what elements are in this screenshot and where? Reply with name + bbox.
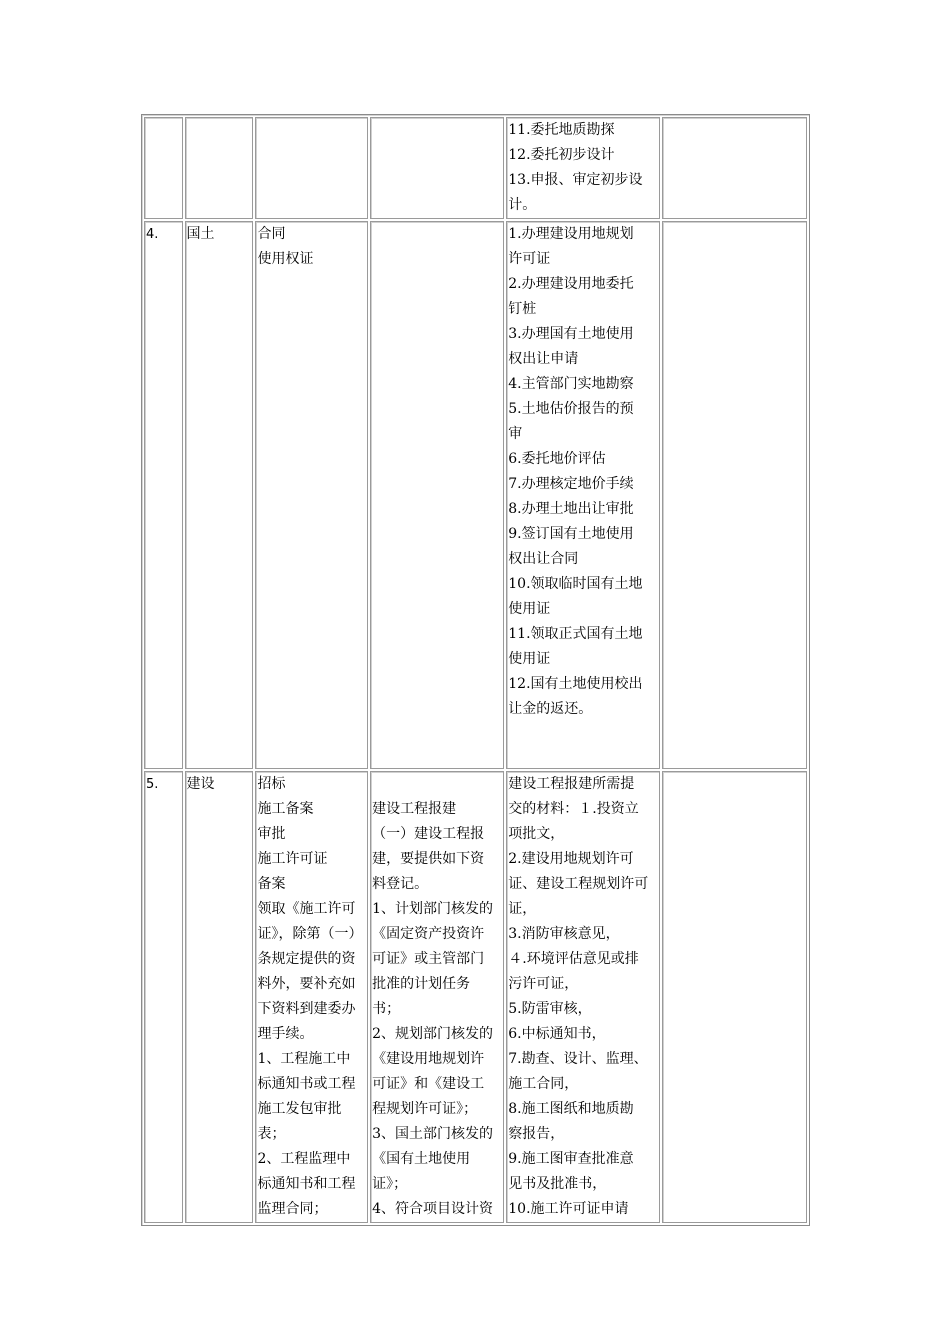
cell-line: 7.勘查、设计、监理、 xyxy=(508,1051,648,1067)
cell-line: 2、工程监理中 xyxy=(257,1151,351,1167)
cell-line: 12.国有土地使用校出 xyxy=(508,676,643,692)
approval-procedure-table xyxy=(141,114,810,1226)
cell-line: 理手续。 xyxy=(257,1026,314,1042)
cell-line: 1、工程施工中 xyxy=(257,1051,351,1067)
cell-line: 13.申报、审定初步设 xyxy=(508,172,643,188)
cell-line: 程规划许可证》； xyxy=(372,1101,478,1117)
cell-line: 标通知书或工程 xyxy=(257,1076,356,1092)
cell-line: 12.委托初步设计 xyxy=(508,147,615,163)
cell-line: 让金的返还。 xyxy=(508,701,593,717)
cell-line: 使用证 xyxy=(508,651,551,667)
cell-line: 10.施工许可证申请 xyxy=(508,1201,629,1217)
department-cell xyxy=(185,117,254,219)
report-cell xyxy=(370,771,504,1223)
cell-line: 施工备案 xyxy=(257,801,314,817)
table-row xyxy=(144,771,807,1223)
remark-cell xyxy=(662,117,807,219)
cell-line: 证， xyxy=(508,901,537,917)
cell-line: 权出让申请 xyxy=(508,351,579,367)
cell-line: 证》； xyxy=(372,1176,408,1192)
cell-line: 2.办理建设用地委托 xyxy=(508,276,634,292)
table-row xyxy=(144,117,807,219)
cell-line: 计。 xyxy=(508,197,537,213)
cell-line: 批准的计划任务 xyxy=(372,976,471,992)
cell-line: 11.委托地质勘探 xyxy=(508,122,615,138)
report-cell xyxy=(370,117,504,219)
cell-line: 6.委托地价评估 xyxy=(508,451,606,467)
cell-line: 权出让合同 xyxy=(508,551,579,567)
row-number-cell: 5. xyxy=(144,771,183,1223)
cell-line: 5.防雷审核， xyxy=(508,1001,592,1017)
cell-line: 建设工程报建所需提 xyxy=(508,776,635,792)
cell-line: 施工发包审批 xyxy=(257,1101,342,1117)
cell-line: 审 xyxy=(508,426,523,442)
cell-line: 许可证 xyxy=(508,251,551,267)
materials-cell xyxy=(506,771,660,1223)
report-cell xyxy=(370,221,504,769)
cell-line: 下资料到建委办 xyxy=(257,1001,356,1017)
cell-line: 6.中标通知书， xyxy=(508,1026,606,1042)
cell-line: 4、符合项目设计资 xyxy=(372,1201,494,1217)
cell-line: 合同 xyxy=(257,226,286,242)
department-cell: 国土 xyxy=(185,221,254,769)
cell-line: （一）建设工程报 xyxy=(372,826,485,842)
cell-line: 3、国土部门核发的 xyxy=(372,1126,494,1142)
cell-line: 建设工程报建 xyxy=(372,801,457,817)
cell-line: 1、计划部门核发的 xyxy=(372,901,494,917)
row-number-cell: 4. xyxy=(144,221,183,769)
cell-line: 证》，除第（一） xyxy=(257,926,363,942)
cell-line: 8.施工图纸和地质勘 xyxy=(508,1101,634,1117)
cell-line: 标通知书和工程 xyxy=(257,1176,356,1192)
materials-cell xyxy=(506,117,660,219)
cell-line: 1.办理建设用地规划 xyxy=(508,226,634,242)
cell-line: 7.办理核定地价手续 xyxy=(508,476,634,492)
cell-line: 《国有土地使用 xyxy=(372,1151,471,1167)
cell-line: 5.土地估价报告的预 xyxy=(508,401,634,417)
cell-line: 《建设用地规划许 xyxy=(372,1051,485,1067)
cell-line: 9.签订国有土地使用 xyxy=(508,526,634,542)
department-cell: 建设 xyxy=(185,771,254,1223)
materials-cell xyxy=(506,221,660,769)
cell-line: 备案 xyxy=(257,876,286,892)
cell-line: 《固定资产投资许 xyxy=(372,926,485,942)
cell-line: 料登记。 xyxy=(372,876,429,892)
cell-line: 使用证 xyxy=(508,601,551,617)
items-cell xyxy=(255,771,368,1223)
cell-line: 8.办理土地出让审批 xyxy=(508,501,634,517)
cell-line: ４.环境评估意见或排 xyxy=(508,951,639,967)
cell-line: 10.领取临时国有土地 xyxy=(508,576,643,592)
items-cell xyxy=(255,221,368,769)
table-row xyxy=(144,221,807,769)
cell-line: 证、建设工程规划许可 xyxy=(508,876,649,892)
cell-line: 察报告， xyxy=(508,1126,565,1142)
remark-cell xyxy=(662,771,807,1223)
cell-line: 施工许可证 xyxy=(257,851,328,867)
cell-line: 审批 xyxy=(257,826,286,842)
cell-line: 污许可证， xyxy=(508,976,579,992)
cell-line: 2、规划部门核发的 xyxy=(372,1026,494,1042)
cell-line: 3.消防审核意见， xyxy=(508,926,620,942)
cell-line xyxy=(372,772,502,797)
cell-line: 施工合同， xyxy=(508,1076,579,1092)
cell-line: 招标 xyxy=(257,776,286,792)
cell-line: 可证》和《建设工 xyxy=(372,1076,485,1092)
cell-line: 表； xyxy=(257,1126,286,1142)
cell-line: 4.主管部门实地勘察 xyxy=(508,376,634,392)
cell-line: 3.办理国有土地使用 xyxy=(508,326,634,342)
cell-line: 建，要提供如下资 xyxy=(372,851,485,867)
items-cell xyxy=(255,117,368,219)
cell-line: 11.领取正式国有土地 xyxy=(508,626,643,642)
cell-line: 可证》或主管部门 xyxy=(372,951,485,967)
cell-line: 见书及批准书， xyxy=(508,1176,607,1192)
cell-line: 交的材料：１.投资立 xyxy=(508,801,639,817)
cell-line: 监理合同； xyxy=(257,1201,328,1217)
cell-line: 领取《施工许可 xyxy=(257,901,356,917)
cell-line: 2.建设用地规划许可 xyxy=(508,851,634,867)
cell-line: 钉桩 xyxy=(508,301,537,317)
cell-line: 书； xyxy=(372,1001,401,1017)
cell-line: 条规定提供的资 xyxy=(257,951,356,967)
cell-line: 使用权证 xyxy=(257,251,314,267)
remark-cell xyxy=(662,221,807,769)
cell-line: 料外，要补充如 xyxy=(257,976,356,992)
row-number-cell xyxy=(144,117,183,219)
cell-line: 项批文， xyxy=(508,826,565,842)
cell-line: 9.施工图审查批准意 xyxy=(508,1151,634,1167)
